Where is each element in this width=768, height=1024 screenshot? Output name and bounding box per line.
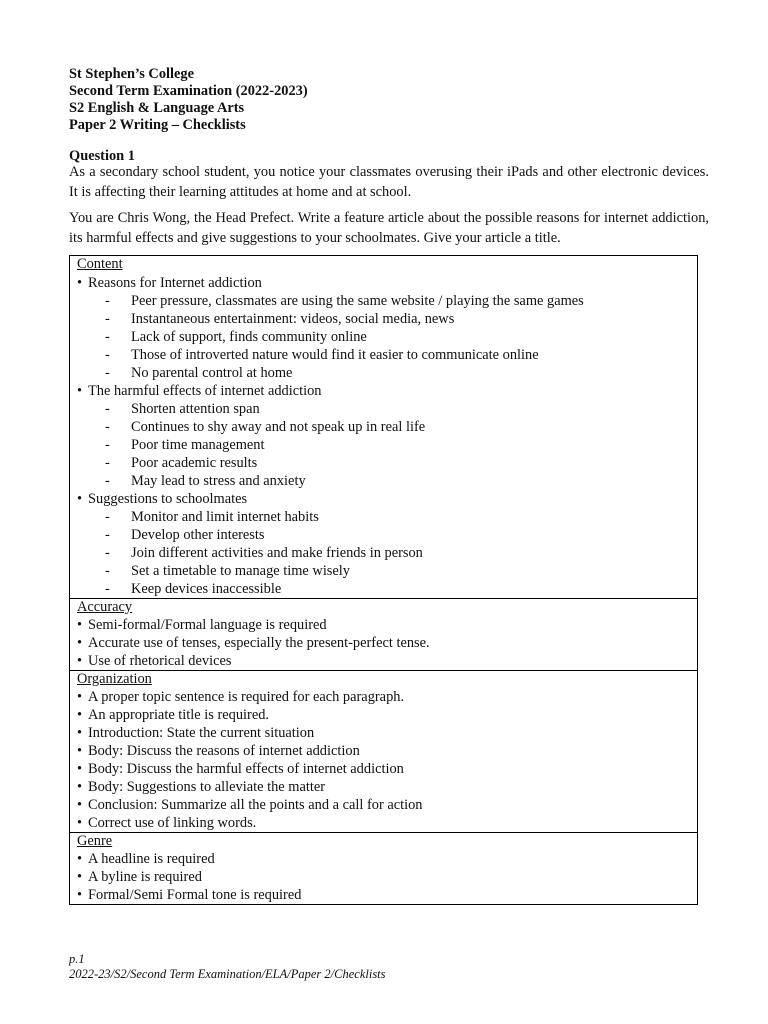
dash-marker: -: [105, 509, 110, 525]
organization-item: • Body: Discuss the harmful effects of internet addiction: [77, 760, 697, 778]
content-section: [70, 256, 697, 598]
accuracy-heading: Accuracy: [77, 599, 133, 615]
content-subitem-text: Develop other interests: [131, 527, 265, 543]
organization-item: • Body: Discuss the reasons of internet addiction: [77, 742, 697, 760]
content-subitem: [77, 508, 697, 526]
subject-title: S2 English & Language Arts: [69, 100, 245, 116]
dash-marker: -: [105, 527, 110, 543]
content-subitem: [77, 418, 697, 436]
question-paragraph-2: You are Chris Wong, the Head Prefect. Write a feature article about the possible reasons for internet addiction, its harmful effects and give suggestions to your schoolmates. Give your article a title.: [69, 210, 709, 246]
genre-heading: Genre: [77, 833, 113, 849]
content-subitem: [77, 562, 697, 580]
organization-list: [77, 688, 697, 832]
dash-marker: -: [105, 311, 110, 327]
dash-marker: -: [105, 401, 110, 417]
dash-marker: -: [105, 437, 110, 453]
dash-marker: -: [105, 419, 110, 435]
genre-item: • A headline is required: [77, 850, 697, 868]
dash-marker: -: [105, 581, 110, 597]
dash-marker: -: [105, 329, 110, 345]
document-reference: 2022-23/S2/Second Term Examination/ELA/Paper 2/Checklists: [69, 967, 386, 981]
accuracy-section: [70, 598, 697, 670]
dash-marker: -: [105, 563, 110, 579]
content-subitem: [77, 580, 697, 598]
content-subitem: [77, 472, 697, 490]
genre-section: [70, 832, 697, 904]
content-subitem-text: Monitor and limit internet habits: [131, 509, 319, 525]
school-name: St Stephen’s College: [69, 66, 194, 82]
organization-item: • A proper topic sentence is required for each paragraph.: [77, 688, 697, 706]
genre-item: • A byline is required: [77, 868, 697, 886]
dash-marker: -: [105, 293, 110, 309]
content-subitem-text: Those of introverted nature would find it easier to communicate online: [131, 347, 539, 363]
dash-marker: -: [105, 455, 110, 471]
organization-item: • An appropriate title is required.: [77, 706, 697, 724]
question-paragraph-1: As a secondary school student, you notice your classmates overusing their iPads and other electronic devices. It is affecting their learning attitudes at home and at school.: [69, 164, 709, 200]
organization-item: • Body: Suggestions to alleviate the matter: [77, 778, 697, 796]
content-subitem-text: Peer pressure, classmates are using the same website / playing the same games: [131, 293, 584, 309]
document-header: [69, 66, 308, 134]
organization-item: • Conclusion: Summarize all the points and a call for action: [77, 796, 697, 814]
organization-item: • Introduction: State the current situation: [77, 724, 697, 742]
paper-title: Paper 2 Writing – Checklists: [69, 117, 246, 133]
content-subitem-text: Poor academic results: [131, 455, 258, 471]
genre-list: [77, 850, 697, 904]
page-number: p.1: [69, 952, 85, 966]
content-subitem-text: Instantaneous entertainment: videos, social media, news: [131, 311, 455, 327]
dash-marker: -: [105, 473, 110, 489]
content-subitem: [77, 292, 697, 310]
content-subitem: [77, 364, 697, 382]
content-subitem: [77, 526, 697, 544]
content-heading: Content: [77, 256, 123, 272]
page-footer: [69, 952, 386, 982]
content-subitem-text: Keep devices inaccessible: [131, 581, 282, 597]
content-bullet: • Suggestions to schoolmates: [77, 490, 697, 508]
content-subitem: [77, 400, 697, 418]
dash-marker: -: [105, 545, 110, 561]
content-subitem-text: Continues to shy away and not speak up in real life: [131, 419, 426, 435]
dash-marker: -: [105, 365, 110, 381]
accuracy-item: • Semi-formal/Formal language is required: [77, 616, 697, 634]
exam-title: Second Term Examination (2022-2023): [69, 83, 308, 99]
organization-heading: Organization: [77, 671, 152, 687]
content-groups: [77, 274, 697, 598]
accuracy-item: • Accurate use of tenses, especially the present-perfect tense.: [77, 634, 697, 652]
content-subitem-text: May lead to stress and anxiety: [131, 473, 306, 489]
genre-item: • Formal/Semi Formal tone is required: [77, 886, 697, 904]
content-subitem-text: Shorten attention span: [131, 401, 260, 417]
question-title: Question 1: [69, 148, 135, 164]
accuracy-item: • Use of rhetorical devices: [77, 652, 697, 670]
content-subitem-text: No parental control at home: [131, 365, 293, 381]
organization-section: [70, 670, 697, 832]
content-subitem-text: Poor time management: [131, 437, 265, 453]
content-subitem-text: Lack of support, finds community online: [131, 329, 367, 345]
content-subitem-text: Join different activities and make friends in person: [131, 545, 423, 561]
checklist-table: [69, 255, 698, 905]
content-bullet: • The harmful effects of internet addiction: [77, 382, 697, 400]
content-bullet: • Reasons for Internet addiction: [77, 274, 697, 292]
accuracy-list: [77, 616, 697, 670]
content-subitem: [77, 454, 697, 472]
content-subitem: [77, 346, 697, 364]
organization-item: • Correct use of linking words.: [77, 814, 697, 832]
content-subitem-text: Set a timetable to manage time wisely: [131, 563, 350, 579]
dash-marker: -: [105, 347, 110, 363]
content-subitem: [77, 328, 697, 346]
content-subitem: [77, 544, 697, 562]
content-subitem: [77, 310, 697, 328]
content-subitem: [77, 436, 697, 454]
